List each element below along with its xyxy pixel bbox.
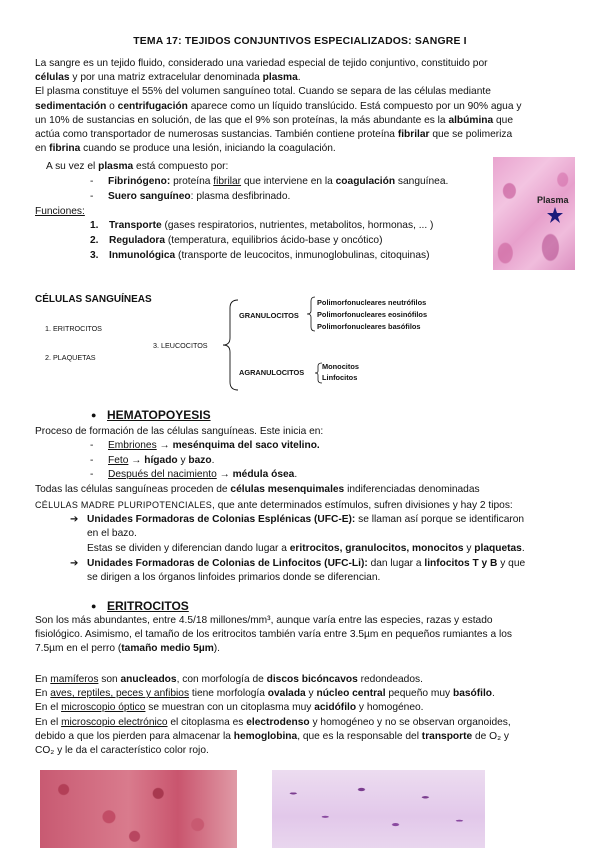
ufce-item: Unidades Formadoras de Colonias Esplénicas (UFC-E): se llaman así porque se identificaron en el bazo. Estas se dividen y diferencian dando lugar a eritrocitos, granulocitos, monocitos y plaquetas. [87,514,525,555]
plasma-compose-line: A su vez el plasma está compuesto por: [46,161,229,172]
plasma-image-label: Plasma [537,195,569,205]
hematopoyesis-intro: Proceso de formación de las células sanguíneas. Este inicia en: [35,426,324,437]
intro-line-1: La sangre es un tejido fluido, considerado una variedad especial de tejido conjuntivo, constituido por [35,58,488,69]
arrow-icon: ➔ [70,558,79,569]
eritrocitos-paragraph-2: En mamíferos son anucleados, con morfología de discos bicóncavos redondeados. En aves, reptiles, peces y anfibios tiene morfología ovalada y núcleo central pequeño muy basófilo. En el microscopio óptico se muestran con un citoplasma muy acidófilo y homogéneo. En el microscopio electrónico el citoplasma es electrodenso y homogéneo y no se observan organoides, debido a que los pierden para almacenar la hemoglobina, que es la responsable del transporte de O₂ y CO₂ y le da el característico color rojo. [35,674,511,757]
granulocitos-brace [305,296,317,332]
granulocito-neutrofilos: Polimorfonucleares neutrófilos [317,298,427,307]
hemato-paragraph-2: CÉLULAS MADRE PLURIPOTENCIALES, que ante determinados estímulos, sufren divisiones y hay 2 tipos: [35,500,513,511]
star-icon [547,207,563,223]
function-item-1: 1. Transporte (gases respiratorios, nutrientes, metabolitos, hormonas, ... ) [90,220,434,231]
intro-line-5: un 10% de sustancias en solución, de las que el 9% son proteínas, la más abundante es la albúmina que [35,114,513,126]
arrow-icon: ➔ [70,514,79,525]
ufcl-item: Unidades Formadoras de Colonias de Linfocitos (UFC-Li): dan lugar a linfocitos T y B y que se dirigen a los órganos linfoides primarios donde se diferencian. [87,558,526,584]
intro-line-2: células y por una matriz extracelular denominada plasma. [35,72,301,84]
hemato-item-nacimiento: - Después del nacimiento → médula ósea. [90,469,298,480]
granulocito-basofilos: Polimorfonucleares basófilos [317,322,421,331]
function-item-2: 2. Reguladora (temperatura, equilibrios ácido-base y oncótico) [90,235,383,246]
plasma-item-suero: - Suero sanguíneo: plasma desfibrinado. [90,191,291,202]
leucocitos-brace [220,298,240,392]
erythrocytes-mammal-image [40,770,237,848]
erythrocytes-bird-image [272,770,485,848]
functions-heading: Funciones: [35,206,85,217]
granulocito-eosinofilos: Polimorfonucleares eosinófilos [317,310,428,319]
hematopoyesis-heading: ● HEMATOPOYESIS [91,408,211,422]
hemato-item-embriones: - Embriones → mesénquima del saco vitelino. [90,440,320,451]
agranulocito-linfocitos: Linfocitos [322,373,358,382]
granulocitos-label: GRANULOCITOS [239,311,299,320]
intro-line-6: actúa como transportador de numerosas sustancias. También contiene proteína fibrilar que se polimeriza [35,129,513,141]
agranulocito-monocitos: Monocitos [322,362,359,371]
plasma-item-fibrinogeno: - Fibrinógeno: proteína fibrilar que interviene en la coagulación sanguínea. [90,176,449,187]
plasma-histology-image [493,157,575,270]
cells-leucocitos: 3. LEUCOCITOS [153,341,208,350]
intro-paragraph [35,57,570,156]
page-title: TEMA 17: TEJIDOS CONJUNTIVOS ESPECIALIZADOS: SANGRE I [133,36,467,47]
intro-line-4: sedimentación o centrifugación aparece como un líquido translúcido. Está compuesto por un 90% agua y [35,100,522,112]
intro-line-7: en fibrina cuando se produce una lesión, iniciando la coagulación. [35,143,336,155]
agranulocitos-label: AGRANULOCITOS [239,368,305,377]
cells-heading: CÉLULAS SANGUÍNEAS [35,294,152,305]
hemato-item-feto: - Feto → hígado y bazo. [90,455,215,466]
cells-eritrocitos: 1. ERITROCITOS [45,324,102,333]
eritrocitos-heading: ● ERITROCITOS [91,599,189,613]
function-item-3: 3. Inmunológica (transporte de leucocitos, inmunoglobulinas, citoquinas) [90,250,430,261]
cells-plaquetas: 2. PLAQUETAS [45,353,96,362]
hemato-paragraph-1: Todas las células sanguíneas proceden de células mesenquimales indiferenciadas denominadas [35,484,480,495]
eritrocitos-paragraph-1: Son los más abundantes, entre 4.5/18 millones/mm³, aunque varía entre las especies, razas y estado fisiológico. Asimismo, el tamaño de los eritrocitos también varía entre 3.5µm en pequeños rumiantes a los 7.5µm en el perro (tamaño medio 5µm). [35,615,512,655]
intro-line-3: El plasma constituye el 55% del volumen sanguíneo total. Cuando se separa de las células mediante [35,86,491,98]
